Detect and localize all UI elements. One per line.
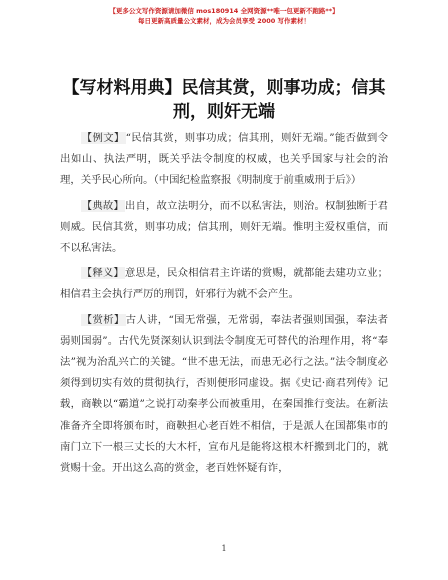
paragraph-text: 意思是，民众相信君主许诺的赏赐，就都能去建功立业；相信君主会执行严厉的刑罚，奸邪行为就不会产生。 [60,267,389,301]
paragraph-text: 古人讲，“国无常强，无常弱，奉法者强则国强，奉法者弱则国弱”。古代先贤深刻认识到法令制度无可替代的治理作用，将“奉法”视为治乱兴亡的关键。“世不患无法，而患无必行之法。”法令制度必须得到切实有效的贯彻执行，否则便形同虚设。据《史记·商君列传》记载，商鞅以“霸道”之说打动秦孝公而被重用，在秦国推行变法。在新法准备齐全即将颁布时，商鞅担心老百姓不相信，于是派人在国都集市的南门立下一根三丈长的大木杆，宣布凡是能将这根木杆搬到北门的，就赏赐十金。开出这么高的赏金，老百姓怀疑有诈， [60,313,388,475]
paragraph-text: “民信其赏，则事功成；信其刑，则奸无端。”能否做到令出如山、执法严明，既关乎法令制度的权威，也关乎国家与社会的治理，关乎民心所向。（中国纪检监察报《明制度于前重威刑于后》） [60,132,389,187]
paragraph-tag: 【赏析】 [81,313,125,326]
header-banner [0,6,448,26]
paragraph-allusion [60,196,388,260]
document-body [60,128,388,483]
page-number: 1 [221,544,227,553]
paragraph-text: 出自，故立法明分，而不以私害法，则治。权制独断于君则威。民信其赏，则事功成；信其刑，则奸无端。惟明主爱权重信，而不以私害法。 [60,199,389,255]
paragraph-tag: 【例文】 [81,132,125,144]
paragraph-meaning [60,263,388,305]
paragraph-example [60,128,388,192]
paragraph-analysis [60,310,388,480]
paragraph-tag: 【释义】 [81,267,124,280]
banner-line-2: 每日更新高质量公文素材，成为会员享受 2000 写作素材！ [137,17,311,25]
banner-line-1: 【更多公文写作资源请加微信 mos180914 全网资源**唯一包更新不跑路**】 [109,7,339,15]
paragraph-tag: 【典故】 [81,199,124,212]
document-title: 【写材料用典】民信其赏，则事功成；信其刑，则奸无端 [62,78,386,122]
